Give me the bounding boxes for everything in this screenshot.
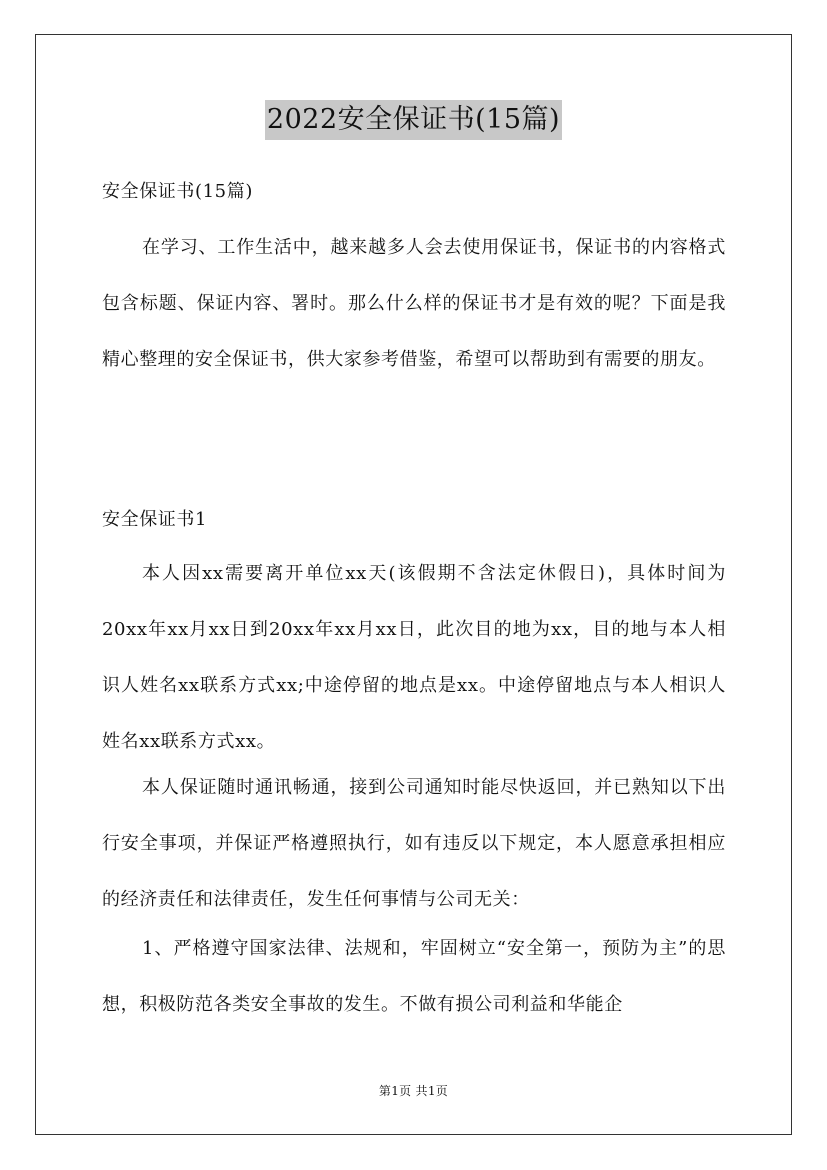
document-subtitle: 安全保证书(15篇) <box>102 181 253 202</box>
section-paragraph-2: 本人保证随时通讯畅通，接到公司通知时能尽快返回，并已熟知以下出行安全事项，并保证严格遵照执行，如有违反以下规定，本人愿意承担相应的经济责任和法律责任，发生任何事情与公司无关： <box>102 777 726 910</box>
section-paragraph-1: 本人因xx需要离开单位xx天(该假期不含法定休假日)，具体时间为20xx年xx月xx日到20xx年xx月xx日，此次目的地为xx，目的地与本人相识人姓名xx联系方式xx;中途停留的地点是xx。中途停留地点与本人相识人姓名xx联系方式xx。 <box>102 563 726 752</box>
intro-paragraph: 在学习、工作生活中，越来越多人会去使用保证书，保证书的内容格式包含标题、保证内容、署时。那么什么样的保证书才是有效的呢？下面是我精心整理的安全保证书，供大家参考借鉴，希望可以帮助到有需要的朋友。 <box>102 237 726 370</box>
page-footer: 第1页 共1页 <box>378 1084 449 1098</box>
title-wrap <box>0 100 827 140</box>
section-paragraph-3: 1、严格遵守国家法律、法规和，牢固树立“安全第一，预防为主”的思想，积极防范各类安全事故的发生。不做有损公司利益和华能企 <box>102 938 726 1015</box>
document-title: 2022安全保证书(15篇) <box>265 100 562 140</box>
section-heading: 安全保证书1 <box>102 509 208 530</box>
